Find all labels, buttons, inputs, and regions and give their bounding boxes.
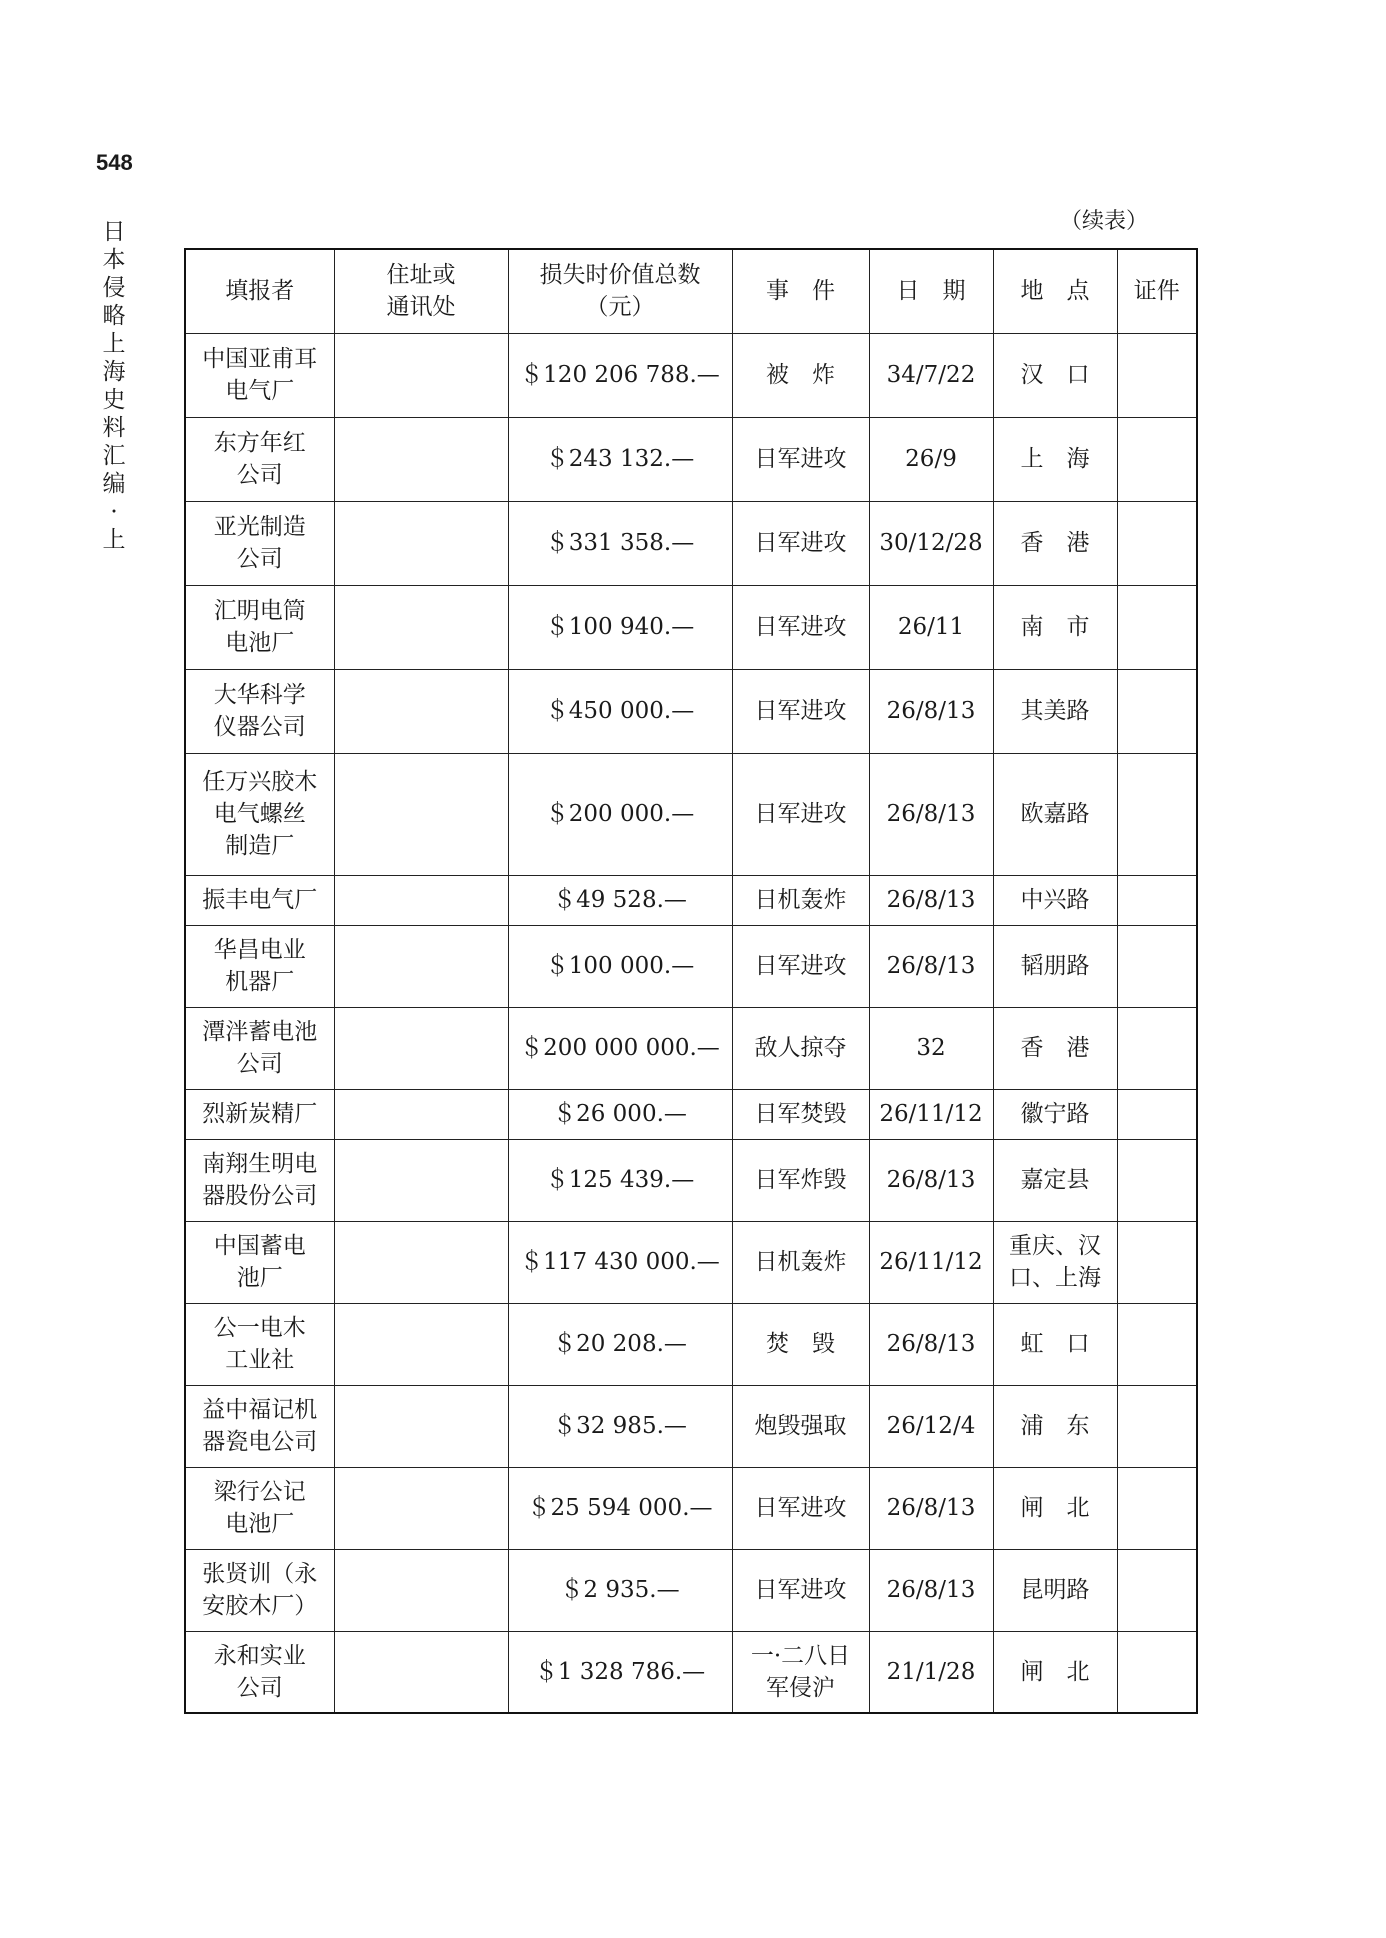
cell-event: 日军进攻 — [732, 1467, 869, 1549]
header-event: 事 件 — [732, 249, 869, 333]
cell-place: 韬朋路 — [993, 925, 1117, 1007]
cell-loss: ＄200 000 000.— — [508, 1007, 732, 1089]
cell-proof — [1117, 1385, 1197, 1467]
cell-loss: ＄32 985.— — [508, 1385, 732, 1467]
table-row — [185, 753, 1197, 875]
cell-proof — [1117, 669, 1197, 753]
cell-reporter: 任万兴胶木 电气螺丝 制造厂 — [185, 753, 334, 875]
cell-loss: ＄200 000.— — [508, 753, 732, 875]
table-header-row — [185, 249, 1197, 333]
cell-place: 上 海 — [993, 417, 1117, 501]
cell-place: 徽宁路 — [993, 1089, 1117, 1139]
cell-address — [334, 925, 508, 1007]
cell-loss: ＄20 208.— — [508, 1303, 732, 1385]
cell-date: 26/11/12 — [869, 1089, 993, 1139]
cell-proof — [1117, 501, 1197, 585]
cell-address — [334, 753, 508, 875]
header-address: 住址或 通讯处 — [334, 249, 508, 333]
cell-address — [334, 1007, 508, 1089]
cell-place: 欧嘉路 — [993, 753, 1117, 875]
cell-reporter: 潭泮蓄电池 公司 — [185, 1007, 334, 1089]
cell-date: 26/8/13 — [869, 1139, 993, 1221]
table-row — [185, 585, 1197, 669]
cell-date: 26/9 — [869, 417, 993, 501]
cell-reporter: 中国亚甫耳 电气厂 — [185, 333, 334, 417]
cell-place: 香 港 — [993, 501, 1117, 585]
cell-place: 昆明路 — [993, 1549, 1117, 1631]
cell-address — [334, 1631, 508, 1713]
cell-reporter: 张贤训（永 安胶木厂） — [185, 1549, 334, 1631]
cell-date: 32 — [869, 1007, 993, 1089]
cell-proof — [1117, 753, 1197, 875]
cell-place: 汉 口 — [993, 333, 1117, 417]
cell-proof — [1117, 1089, 1197, 1139]
cell-reporter: 振丰电气厂 — [185, 875, 334, 925]
table-row — [185, 1549, 1197, 1631]
cell-loss: ＄2 935.— — [508, 1549, 732, 1631]
page-number: 548 — [96, 150, 133, 175]
cell-reporter: 梁行公记 电池厂 — [185, 1467, 334, 1549]
cell-place: 虹 口 — [993, 1303, 1117, 1385]
cell-address — [334, 1089, 508, 1139]
cell-event: 炮毁强取 — [732, 1385, 869, 1467]
cell-date: 26/8/13 — [869, 875, 993, 925]
cell-reporter: 大华科学 仪器公司 — [185, 669, 334, 753]
cell-place: 闸 北 — [993, 1631, 1117, 1713]
cell-loss: ＄243 132.— — [508, 417, 732, 501]
cell-proof — [1117, 1221, 1197, 1303]
table-row — [185, 333, 1197, 417]
table-row — [185, 1221, 1197, 1303]
cell-loss: ＄125 439.— — [508, 1139, 732, 1221]
cell-place: 重庆、汉 口、上海 — [993, 1221, 1117, 1303]
table-row — [185, 1631, 1197, 1713]
cell-proof — [1117, 925, 1197, 1007]
header-date: 日 期 — [869, 249, 993, 333]
header-proof: 证件 — [1117, 249, 1197, 333]
table-row — [185, 875, 1197, 925]
table-row — [185, 1139, 1197, 1221]
cell-event: 日军焚毁 — [732, 1089, 869, 1139]
table-row — [185, 501, 1197, 585]
cell-date: 26/11/12 — [869, 1221, 993, 1303]
cell-event: 日军炸毁 — [732, 1139, 869, 1221]
cell-proof — [1117, 1467, 1197, 1549]
table-row — [185, 1089, 1197, 1139]
cell-event: 日军进攻 — [732, 669, 869, 753]
cell-loss: ＄331 358.— — [508, 501, 732, 585]
cell-reporter: 亚光制造 公司 — [185, 501, 334, 585]
table-body — [185, 333, 1197, 1713]
cell-date: 34/7/22 — [869, 333, 993, 417]
cell-address — [334, 1139, 508, 1221]
cell-address — [334, 417, 508, 501]
cell-date: 21/1/28 — [869, 1631, 993, 1713]
header-place: 地 点 — [993, 249, 1117, 333]
cell-loss: ＄26 000.— — [508, 1089, 732, 1139]
cell-event: 被 炸 — [732, 333, 869, 417]
cell-event: 焚 毁 — [732, 1303, 869, 1385]
cell-event: 日机轰炸 — [732, 1221, 869, 1303]
cell-loss: ＄49 528.— — [508, 875, 732, 925]
cell-proof — [1117, 1549, 1197, 1631]
cell-loss: ＄117 430 000.— — [508, 1221, 732, 1303]
cell-place: 中兴路 — [993, 875, 1117, 925]
table-row — [185, 417, 1197, 501]
cell-reporter: 东方年红 公司 — [185, 417, 334, 501]
cell-event: 日机轰炸 — [732, 875, 869, 925]
cell-place: 闸 北 — [993, 1467, 1117, 1549]
cell-loss: ＄450 000.— — [508, 669, 732, 753]
cell-reporter: 烈新炭精厂 — [185, 1089, 334, 1139]
cell-event: 日军进攻 — [732, 925, 869, 1007]
cell-reporter: 益中福记机 器瓷电公司 — [185, 1385, 334, 1467]
cell-loss: ＄100 000.— — [508, 925, 732, 1007]
cell-date: 26/8/13 — [869, 1467, 993, 1549]
cell-place: 香 港 — [993, 1007, 1117, 1089]
cell-address — [334, 1303, 508, 1385]
cell-place: 南 市 — [993, 585, 1117, 669]
cell-proof — [1117, 585, 1197, 669]
cell-date: 30/12/28 — [869, 501, 993, 585]
cell-address — [334, 1221, 508, 1303]
cell-event: 一·二八日 军侵沪 — [732, 1631, 869, 1713]
cell-proof — [1117, 417, 1197, 501]
cell-reporter: 南翔生明电 器股份公司 — [185, 1139, 334, 1221]
cell-event: 日军进攻 — [732, 417, 869, 501]
cell-reporter: 华昌电业 机器厂 — [185, 925, 334, 1007]
cell-address — [334, 585, 508, 669]
table-row — [185, 669, 1197, 753]
cell-date: 26/8/13 — [869, 1549, 993, 1631]
cell-date: 26/8/13 — [869, 1303, 993, 1385]
cell-proof — [1117, 875, 1197, 925]
continued-table-label: （续表） — [1060, 209, 1149, 234]
cell-date: 26/12/4 — [869, 1385, 993, 1467]
cell-place: 其美路 — [993, 669, 1117, 753]
loss-table — [184, 248, 1198, 1714]
table-row — [185, 1303, 1197, 1385]
table-row — [185, 1385, 1197, 1467]
cell-place: 浦 东 — [993, 1385, 1117, 1467]
table-row — [185, 1467, 1197, 1549]
cell-address — [334, 333, 508, 417]
cell-proof — [1117, 333, 1197, 417]
cell-loss: ＄1 328 786.— — [508, 1631, 732, 1713]
cell-place: 嘉定县 — [993, 1139, 1117, 1221]
cell-proof — [1117, 1631, 1197, 1713]
cell-proof — [1117, 1303, 1197, 1385]
cell-address — [334, 501, 508, 585]
cell-loss: ＄100 940.— — [508, 585, 732, 669]
cell-address — [334, 1385, 508, 1467]
cell-event: 日军进攻 — [732, 1549, 869, 1631]
table-row — [185, 925, 1197, 1007]
cell-date: 26/8/13 — [869, 669, 993, 753]
cell-reporter: 中国蓄电 池厂 — [185, 1221, 334, 1303]
cell-date: 26/8/13 — [869, 753, 993, 875]
header-loss: 损失时价值总数 （元） — [508, 249, 732, 333]
cell-loss: ＄25 594 000.— — [508, 1467, 732, 1549]
table-row — [185, 1007, 1197, 1089]
cell-address — [334, 1549, 508, 1631]
cell-event: 日军进攻 — [732, 753, 869, 875]
cell-proof — [1117, 1007, 1197, 1089]
cell-reporter: 永和实业 公司 — [185, 1631, 334, 1713]
cell-reporter: 汇明电筒 电池厂 — [185, 585, 334, 669]
cell-event: 日军进攻 — [732, 501, 869, 585]
cell-proof — [1117, 1139, 1197, 1221]
header-reporter: 填报者 — [185, 249, 334, 333]
book-side-title: 日本侵略上海史料汇编·上 — [102, 219, 126, 553]
cell-reporter: 公一电木 工业社 — [185, 1303, 334, 1385]
cell-address — [334, 1467, 508, 1549]
cell-address — [334, 669, 508, 753]
cell-address — [334, 875, 508, 925]
cell-event: 敌人掠夺 — [732, 1007, 869, 1089]
cell-loss: ＄120 206 788.— — [508, 333, 732, 417]
cell-date: 26/11 — [869, 585, 993, 669]
cell-event: 日军进攻 — [732, 585, 869, 669]
cell-date: 26/8/13 — [869, 925, 993, 1007]
